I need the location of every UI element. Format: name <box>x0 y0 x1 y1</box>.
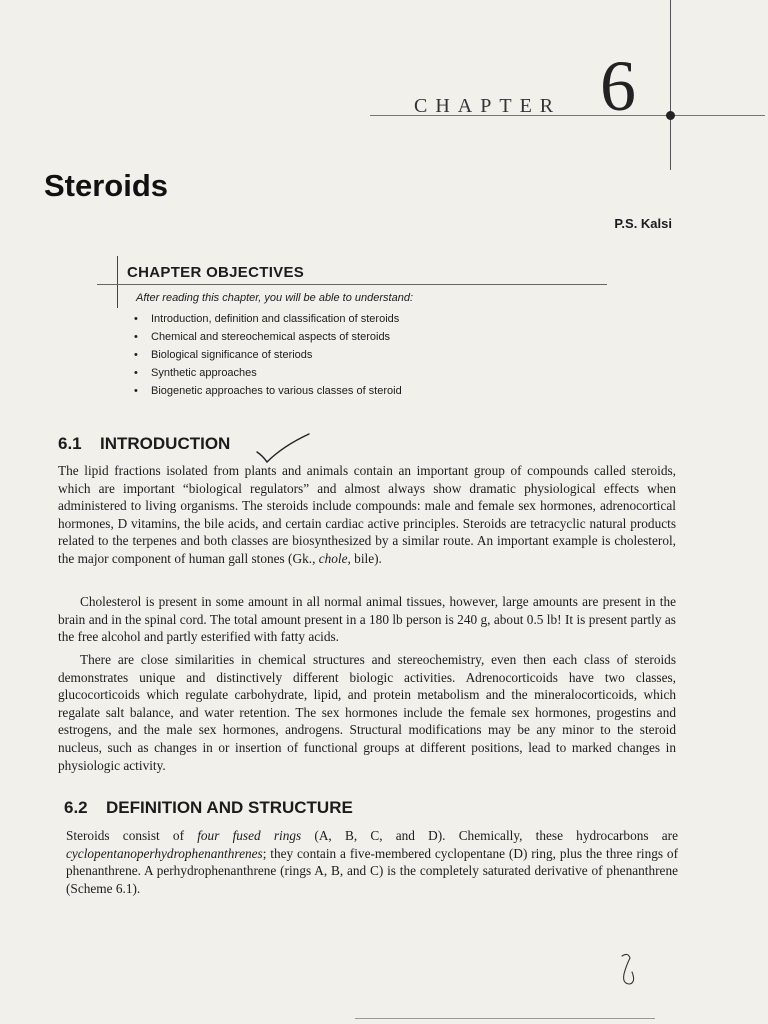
section-number: 6.2 <box>64 798 88 817</box>
objectives-intro: After reading this chapter, you will be able to understand: <box>136 292 414 304</box>
section-title: DEFINITION AND STRUCTURE <box>106 798 353 817</box>
text-run: (A, B, C, and D). Chemically, these hydrocarbons are <box>301 828 678 843</box>
section-title: INTRODUCTION <box>100 434 231 453</box>
section-heading-definition <box>64 798 353 818</box>
section-number: 6.1 <box>58 434 82 453</box>
list-item <box>134 346 402 364</box>
intro-paragraph-3: There are close similarities in chemical structures and stereochemistry, even then each class of steroids demonstrates unique and distinctively different biologic activities. Adrenocorticoids have two classes, glucocorticoids which regulate carbohydrate, lipid, and protein metabolism and the mineralocorticoids, which regalate salt balance, and water retention. The sex hormones include the female sex hormones, progestins and estrogens, and the male sex hormones, androgens. Structural modifications may be any minor to the steroid nucleus, such as changes in or insertion of functional groups at different positions, lead to marked changes in physiologic activity. <box>58 652 676 773</box>
list-item <box>134 364 402 382</box>
handwritten-mark-icon <box>614 950 644 990</box>
objective-text: Introduction, definition and classification of steroids <box>151 313 400 325</box>
objective-text: Biological significance of steriods <box>151 349 313 361</box>
page-title: Steroids <box>44 168 169 203</box>
intro-paragraph-2: Cholesterol is present in some amount in all normal animal tissues, however, large amounts are present in the brain and in the spinal cord. The total amount present in a 180 lb person is 240 g, about 0.5 lb! It is present partly as the free alcohol and partly esterified with fatty acids. <box>58 594 676 645</box>
text-run: , bile). <box>347 550 382 566</box>
objectives-heading: CHAPTER OBJECTIVES <box>127 264 305 281</box>
intro-paragraph-1 <box>58 462 676 568</box>
chapter-rule-dot <box>666 111 675 120</box>
checkmark-icon <box>255 432 315 466</box>
objectives-horizontal-rule <box>97 284 607 285</box>
definition-paragraph-1 <box>66 827 678 897</box>
objective-text: Biogenetic approaches to various classes of steroid <box>151 385 402 397</box>
chapter-label: CHAPTER <box>414 95 562 117</box>
list-item <box>134 328 402 346</box>
bottom-rule <box>355 1018 655 1019</box>
author-name: P.S. Kalsi <box>614 216 672 231</box>
text-run: Steroids consist of <box>66 828 198 843</box>
italic-term: chole <box>318 550 348 566</box>
objectives-list <box>134 310 402 400</box>
objectives-vertical-rule <box>117 256 118 308</box>
objective-text: Chemical and stereochemical aspects of steroids <box>151 331 391 343</box>
text-run: The lipid fractions isolated from plants and animals contain an important group of compounds called steroids, which are important “biological regulators” and almost always show dramatic physiological effects when administered to living organisms. The steroids include compounds: male and female sex hormones, adrenocortical hormones, D vitamins, the bile acids, and certain cardiac active principles. Steroids are tetracyclic natural products related to the terpenes and both classes are biosynthesized by a similar route. An important example is cholesterol, the major component of human gall stones (Gk., <box>58 463 676 566</box>
text-run: ; they contain a five-membered cyclopentane (D) ring, plus the three rings of phenanthrene. A perhydrophenanthrene (rings A, B, and C) is the completely saturated derivative of phenanthrene (Scheme 6.1). <box>66 845 678 896</box>
italic-term: four fused rings <box>197 828 302 843</box>
chapter-vertical-rule <box>670 0 671 170</box>
objective-text: Synthetic approaches <box>151 367 257 379</box>
chapter-number: 6 <box>600 46 636 126</box>
list-item <box>134 310 402 328</box>
list-item <box>134 382 402 400</box>
section-heading-introduction <box>58 434 230 454</box>
italic-term: cyclopentanoperhydrophenanthrenes <box>66 845 263 861</box>
